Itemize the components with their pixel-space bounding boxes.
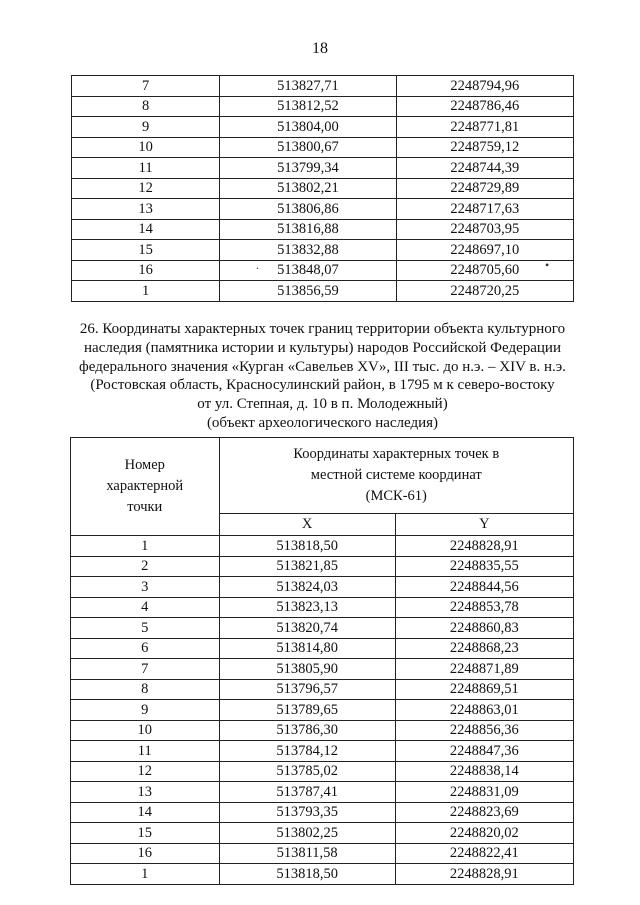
point-number-cell: 7 xyxy=(72,76,220,97)
point-number-cell: 10 xyxy=(72,137,220,158)
table-row xyxy=(72,96,574,117)
point-number-cell: 3 xyxy=(71,577,220,598)
x-coordinate-cell: 513802,21 xyxy=(220,178,396,199)
point-number-cell: 4 xyxy=(71,597,220,618)
point-number-cell: 15 xyxy=(72,240,220,261)
heading-line: (Ростовская область, Красносулинский район, в 1795 м к северо-востоку xyxy=(90,377,555,394)
table-row xyxy=(71,700,574,721)
point-number-cell: 9 xyxy=(71,700,220,721)
y-coordinate-cell: 2248759,12 xyxy=(396,137,573,158)
y-coordinate-cell: 2248860,83 xyxy=(395,618,573,639)
table-row xyxy=(72,281,574,302)
x-coordinate-cell: 513811,58 xyxy=(219,843,395,864)
x-coordinate-cell: 513816,88 xyxy=(220,219,396,240)
point-number-cell: 12 xyxy=(72,178,220,199)
table-row xyxy=(72,117,574,138)
point-number-cell: 7 xyxy=(71,659,220,680)
y-coordinate-cell: 2248828,91 xyxy=(395,864,573,885)
y-coordinate-cell: 2248822,41 xyxy=(395,843,573,864)
point-number-cell: 12 xyxy=(71,761,220,782)
x-coordinate-cell: 513805,90 xyxy=(219,659,395,680)
x-coordinate-cell: 513820,74 xyxy=(219,618,395,639)
point-number-cell: 8 xyxy=(72,96,220,117)
table-row xyxy=(71,536,574,557)
y-coordinate-cell: 2248820,02 xyxy=(395,823,573,844)
x-coordinate-cell: 513818,50 xyxy=(219,864,395,885)
table-row xyxy=(71,597,574,618)
x-coordinate-cell: 513832,88 xyxy=(220,240,396,261)
y-coordinate-cell: 2248844,56 xyxy=(395,577,573,598)
heading-line: наследия (памятника истории и культуры) народов Российской Федерации xyxy=(84,339,561,356)
y-coordinate-cell: 2248868,23 xyxy=(395,638,573,659)
table-row xyxy=(71,556,574,577)
point-number-cell: 11 xyxy=(71,741,220,762)
y-coordinate-cell: 2248705,60 xyxy=(396,260,573,281)
header-coordinates: Координаты характерных точек в местной системе координат (МСК-61) xyxy=(219,438,573,514)
table-row xyxy=(72,158,574,179)
scan-speck: . xyxy=(256,258,259,272)
header-x: X xyxy=(219,514,395,536)
x-coordinate-cell: 513824,03 xyxy=(219,577,395,598)
table-row xyxy=(71,741,574,762)
table-row xyxy=(71,864,574,885)
y-coordinate-cell: 2248697,10 xyxy=(396,240,573,261)
y-coordinate-cell: 2248863,01 xyxy=(395,700,573,721)
table-row xyxy=(71,577,574,598)
y-coordinate-cell: 2248856,36 xyxy=(395,720,573,741)
x-coordinate-cell: 513799,34 xyxy=(220,158,396,179)
heading-line: от ул. Степная, д. 10 в п. Молодежный) xyxy=(197,396,448,413)
y-coordinate-cell: 2248828,91 xyxy=(395,536,573,557)
x-coordinate-cell: 513804,00 xyxy=(220,117,396,138)
y-coordinate-cell: 2248771,81 xyxy=(396,117,573,138)
table-row xyxy=(72,240,574,261)
table-row xyxy=(72,260,574,281)
table-row xyxy=(71,618,574,639)
table-row xyxy=(71,679,574,700)
x-coordinate-cell: 513818,50 xyxy=(219,536,395,557)
point-number-cell: 11 xyxy=(72,158,220,179)
table-row xyxy=(71,843,574,864)
table-row xyxy=(72,199,574,220)
y-coordinate-cell: 2248823,69 xyxy=(395,802,573,823)
y-coordinate-cell: 2248853,78 xyxy=(395,597,573,618)
x-coordinate-cell: 513787,41 xyxy=(219,782,395,803)
table-row xyxy=(71,659,574,680)
point-number-cell: 5 xyxy=(71,618,220,639)
x-coordinate-cell: 513814,80 xyxy=(219,638,395,659)
table-row xyxy=(71,720,574,741)
x-coordinate-cell: 513856,59 xyxy=(220,281,396,302)
y-coordinate-cell: 2248794,96 xyxy=(396,76,573,97)
y-coordinate-cell: 2248744,39 xyxy=(396,158,573,179)
x-coordinate-cell: 513793,35 xyxy=(219,802,395,823)
header-y: Y xyxy=(395,514,573,536)
table-row xyxy=(71,638,574,659)
table-row xyxy=(71,802,574,823)
table-row xyxy=(71,823,574,844)
point-number-cell: 10 xyxy=(71,720,220,741)
section-heading xyxy=(60,320,585,433)
y-coordinate-cell: 2248831,09 xyxy=(395,782,573,803)
x-coordinate-cell: 513802,25 xyxy=(219,823,395,844)
y-coordinate-cell: 2248703,95 xyxy=(396,219,573,240)
y-coordinate-cell: 2248720,25 xyxy=(396,281,573,302)
x-coordinate-cell: 513789,65 xyxy=(219,700,395,721)
table-row xyxy=(71,782,574,803)
x-coordinate-cell: 513796,57 xyxy=(219,679,395,700)
y-coordinate-cell: 2248871,89 xyxy=(395,659,573,680)
coordinates-table xyxy=(70,437,574,885)
y-coordinate-cell: 2248835,55 xyxy=(395,556,573,577)
y-coordinate-cell: 2248786,46 xyxy=(396,96,573,117)
heading-line: 26. Координаты характерных точек границ территории объекта культурного xyxy=(79,321,566,337)
point-number-cell: 6 xyxy=(71,638,220,659)
x-coordinate-cell: 513823,13 xyxy=(219,597,395,618)
table-row xyxy=(72,178,574,199)
table-row xyxy=(71,761,574,782)
heading-line: (объект археологического наследия) xyxy=(206,414,439,431)
x-coordinate-cell: 513784,12 xyxy=(219,741,395,762)
x-coordinate-cell: 513827,71 xyxy=(220,76,396,97)
y-coordinate-cell: 2248869,51 xyxy=(395,679,573,700)
y-coordinate-cell: 2248838,14 xyxy=(395,761,573,782)
x-coordinate-cell: 513800,67 xyxy=(220,137,396,158)
point-number-cell: 1 xyxy=(72,281,220,302)
point-number-cell: 13 xyxy=(72,199,220,220)
x-coordinate-cell: 513786,30 xyxy=(219,720,395,741)
point-number-cell: 1 xyxy=(71,864,220,885)
point-number-cell: 15 xyxy=(71,823,220,844)
x-coordinate-cell: 513806,86 xyxy=(220,199,396,220)
page-number: 18 xyxy=(312,40,328,57)
heading-line: федерального значения «Курган «Савельев XV», III тыс. до н.э. – XIV в. н.э. xyxy=(79,358,566,375)
point-number-cell: 16 xyxy=(71,843,220,864)
point-number-cell: 2 xyxy=(71,556,220,577)
point-number-cell: 14 xyxy=(72,219,220,240)
coordinates-table-continued xyxy=(71,75,574,302)
point-number-cell: 9 xyxy=(72,117,220,138)
table-row xyxy=(72,219,574,240)
x-coordinate-cell: 513848,07 xyxy=(220,260,396,281)
point-number-cell: 1 xyxy=(71,536,220,557)
x-coordinate-cell: 513812,52 xyxy=(220,96,396,117)
x-coordinate-cell: 513821,85 xyxy=(219,556,395,577)
x-coordinate-cell: 513785,02 xyxy=(219,761,395,782)
point-number-cell: 13 xyxy=(71,782,220,803)
point-number-cell: 16 xyxy=(72,260,220,281)
point-number-cell: 8 xyxy=(71,679,220,700)
header-point-number: Номер характерной точки xyxy=(71,438,220,536)
table-row xyxy=(72,137,574,158)
y-coordinate-cell: 2248717,63 xyxy=(396,199,573,220)
table-row xyxy=(72,76,574,97)
y-coordinate-cell: 2248847,36 xyxy=(395,741,573,762)
y-coordinate-cell: 2248729,89 xyxy=(396,178,573,199)
scan-speck: • xyxy=(545,258,550,272)
point-number-cell: 14 xyxy=(71,802,220,823)
